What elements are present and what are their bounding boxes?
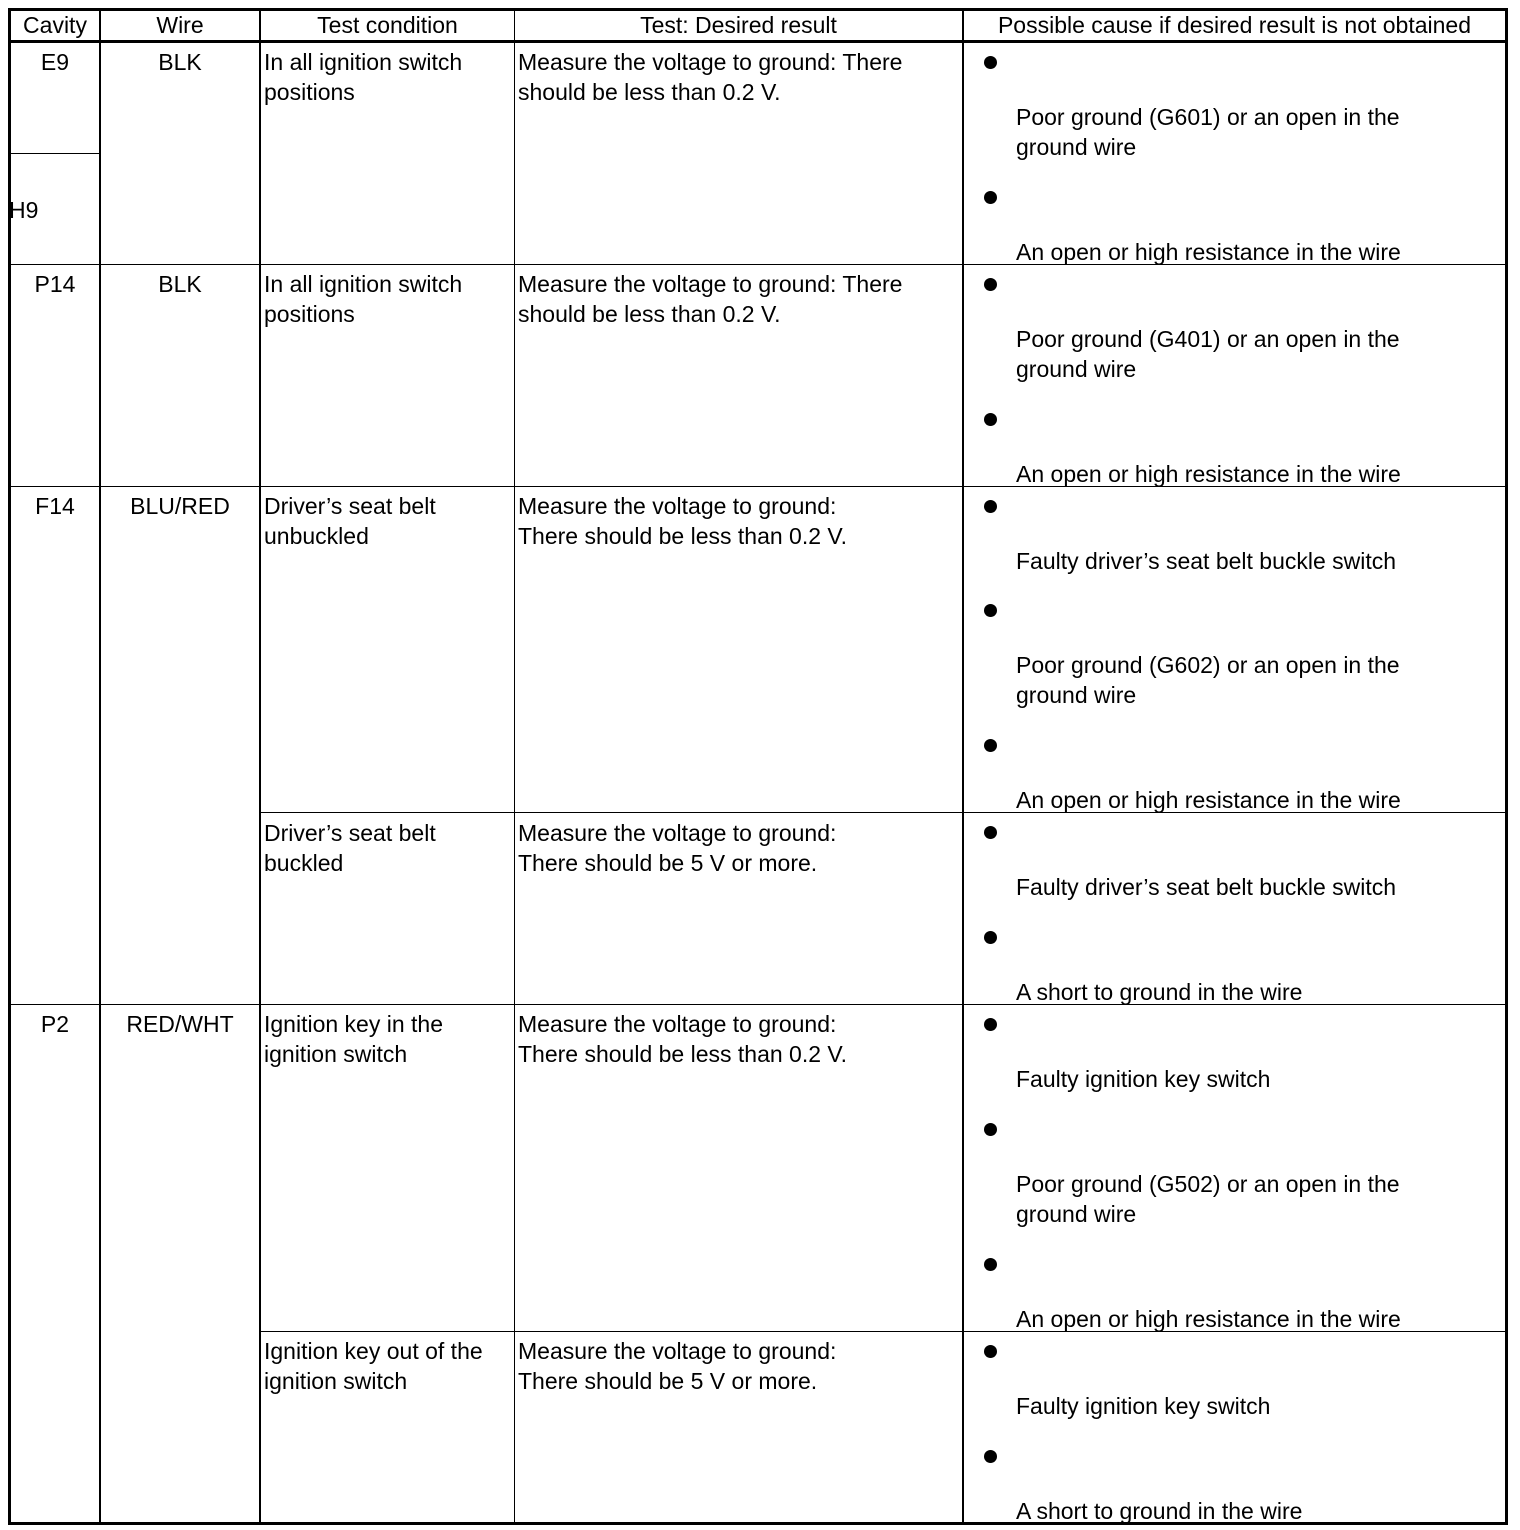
wire-blk: BLK xyxy=(158,49,202,75)
cause-line: A short to ground in the wire xyxy=(1016,979,1303,1005)
bullet-icon xyxy=(984,1450,997,1463)
cause-line: A short to ground in the wire xyxy=(1016,1498,1303,1524)
header-wire: Wire xyxy=(156,12,204,38)
cause-line: Faulty driver’s seat belt buckle switch xyxy=(1016,874,1397,900)
condition-line: Ignition key in the xyxy=(264,1011,444,1037)
condition-line: In all ignition switch xyxy=(264,271,463,297)
result-line: Measure the voltage to ground: There xyxy=(518,49,903,75)
cause-line: An open or high resistance in the wire xyxy=(1016,787,1401,813)
table-border-right xyxy=(1505,8,1508,1525)
wire-blk: BLK xyxy=(158,271,202,297)
cavity-p14: P14 xyxy=(34,271,76,297)
bullet-icon xyxy=(984,1123,997,1136)
cause-line: ground wire xyxy=(1016,1201,1137,1227)
cavity-e9: E9 xyxy=(40,49,70,75)
condition-line: positions xyxy=(264,301,355,327)
bullet-icon xyxy=(984,604,997,617)
cavity-p2: P2 xyxy=(40,1011,70,1037)
cause-line: Poor ground (G401) or an open in the xyxy=(1016,326,1400,352)
bullet-icon xyxy=(984,413,997,426)
result-line: There should be 5 V or more. xyxy=(518,1368,818,1394)
bullet-icon xyxy=(984,191,997,204)
condition-line: Driver’s seat belt xyxy=(264,820,436,846)
cause-line: Poor ground (G602) or an open in the xyxy=(1016,652,1400,678)
condition-line: In all ignition switch xyxy=(264,49,463,75)
bullet-icon xyxy=(984,1345,997,1358)
wire-blu-red: BLU/RED xyxy=(130,493,230,519)
condition-line: buckled xyxy=(264,850,344,876)
cause-line: Faulty ignition key switch xyxy=(1016,1066,1271,1092)
cause-line: Faulty ignition key switch xyxy=(1016,1393,1271,1419)
condition-line: positions xyxy=(264,79,355,105)
cause-line: ground wire xyxy=(1016,682,1137,708)
cause-line: ground wire xyxy=(1016,356,1137,382)
cause-line: Poor ground (G502) or an open in the xyxy=(1016,1171,1400,1197)
result-line: There should be less than 0.2 V. xyxy=(518,1041,848,1067)
cause-line: ground wire xyxy=(1016,134,1137,160)
condition-line: ignition switch xyxy=(264,1041,408,1067)
column-line-cause xyxy=(962,8,964,1525)
cause-line: An open or high resistance in the wire xyxy=(1016,461,1401,487)
result-line: should be less than 0.2 V. xyxy=(518,79,781,105)
bullet-icon xyxy=(984,500,997,513)
header-desired-result: Test: Desired result xyxy=(640,12,837,38)
condition-line: Driver’s seat belt xyxy=(264,493,436,519)
cause-line: An open or high resistance in the wire xyxy=(1016,239,1401,265)
cavity-f14: F14 xyxy=(35,493,75,519)
result-line: Measure the voltage to ground: xyxy=(518,493,837,519)
header-possible-cause: Possible cause if desired result is not obtained xyxy=(997,12,1472,38)
result-line: Measure the voltage to ground: xyxy=(518,820,837,846)
header-divider xyxy=(8,40,1508,43)
cause-line: An open or high resistance in the wire xyxy=(1016,1306,1401,1332)
condition-line: Ignition key out of the xyxy=(264,1338,483,1364)
bullet-icon xyxy=(984,56,997,69)
condition-line: unbuckled xyxy=(264,523,369,549)
cavity-split-line xyxy=(8,153,100,154)
result-line: There should be less than 0.2 V. xyxy=(518,523,848,549)
cause-line: Poor ground (G601) or an open in the xyxy=(1016,104,1400,130)
column-line-wire xyxy=(99,8,101,1525)
result-line: Measure the voltage to ground: xyxy=(518,1011,837,1037)
column-line-result xyxy=(514,8,515,1525)
header-cavity: Cavity xyxy=(23,12,87,38)
bullet-icon xyxy=(984,826,997,839)
result-line: should be less than 0.2 V. xyxy=(518,301,781,327)
bullet-icon xyxy=(984,1018,997,1031)
bullet-icon xyxy=(984,931,997,944)
header-test-condition: Test condition xyxy=(317,12,458,38)
column-line-condition xyxy=(259,8,261,1525)
bullet-icon xyxy=(984,278,997,291)
cause-line: Faulty driver’s seat belt buckle switch xyxy=(1016,548,1397,574)
bullet-icon xyxy=(984,739,997,752)
table-border-left xyxy=(8,8,11,1525)
bullet-icon xyxy=(984,1258,997,1271)
result-line: There should be 5 V or more. xyxy=(518,850,818,876)
condition-line: ignition switch xyxy=(264,1368,408,1394)
result-line: Measure the voltage to ground: xyxy=(518,1338,837,1364)
cavity-h9: H9 xyxy=(9,197,39,223)
wire-red-wht: RED/WHT xyxy=(126,1011,234,1037)
result-line: Measure the voltage to ground: There xyxy=(518,271,903,297)
